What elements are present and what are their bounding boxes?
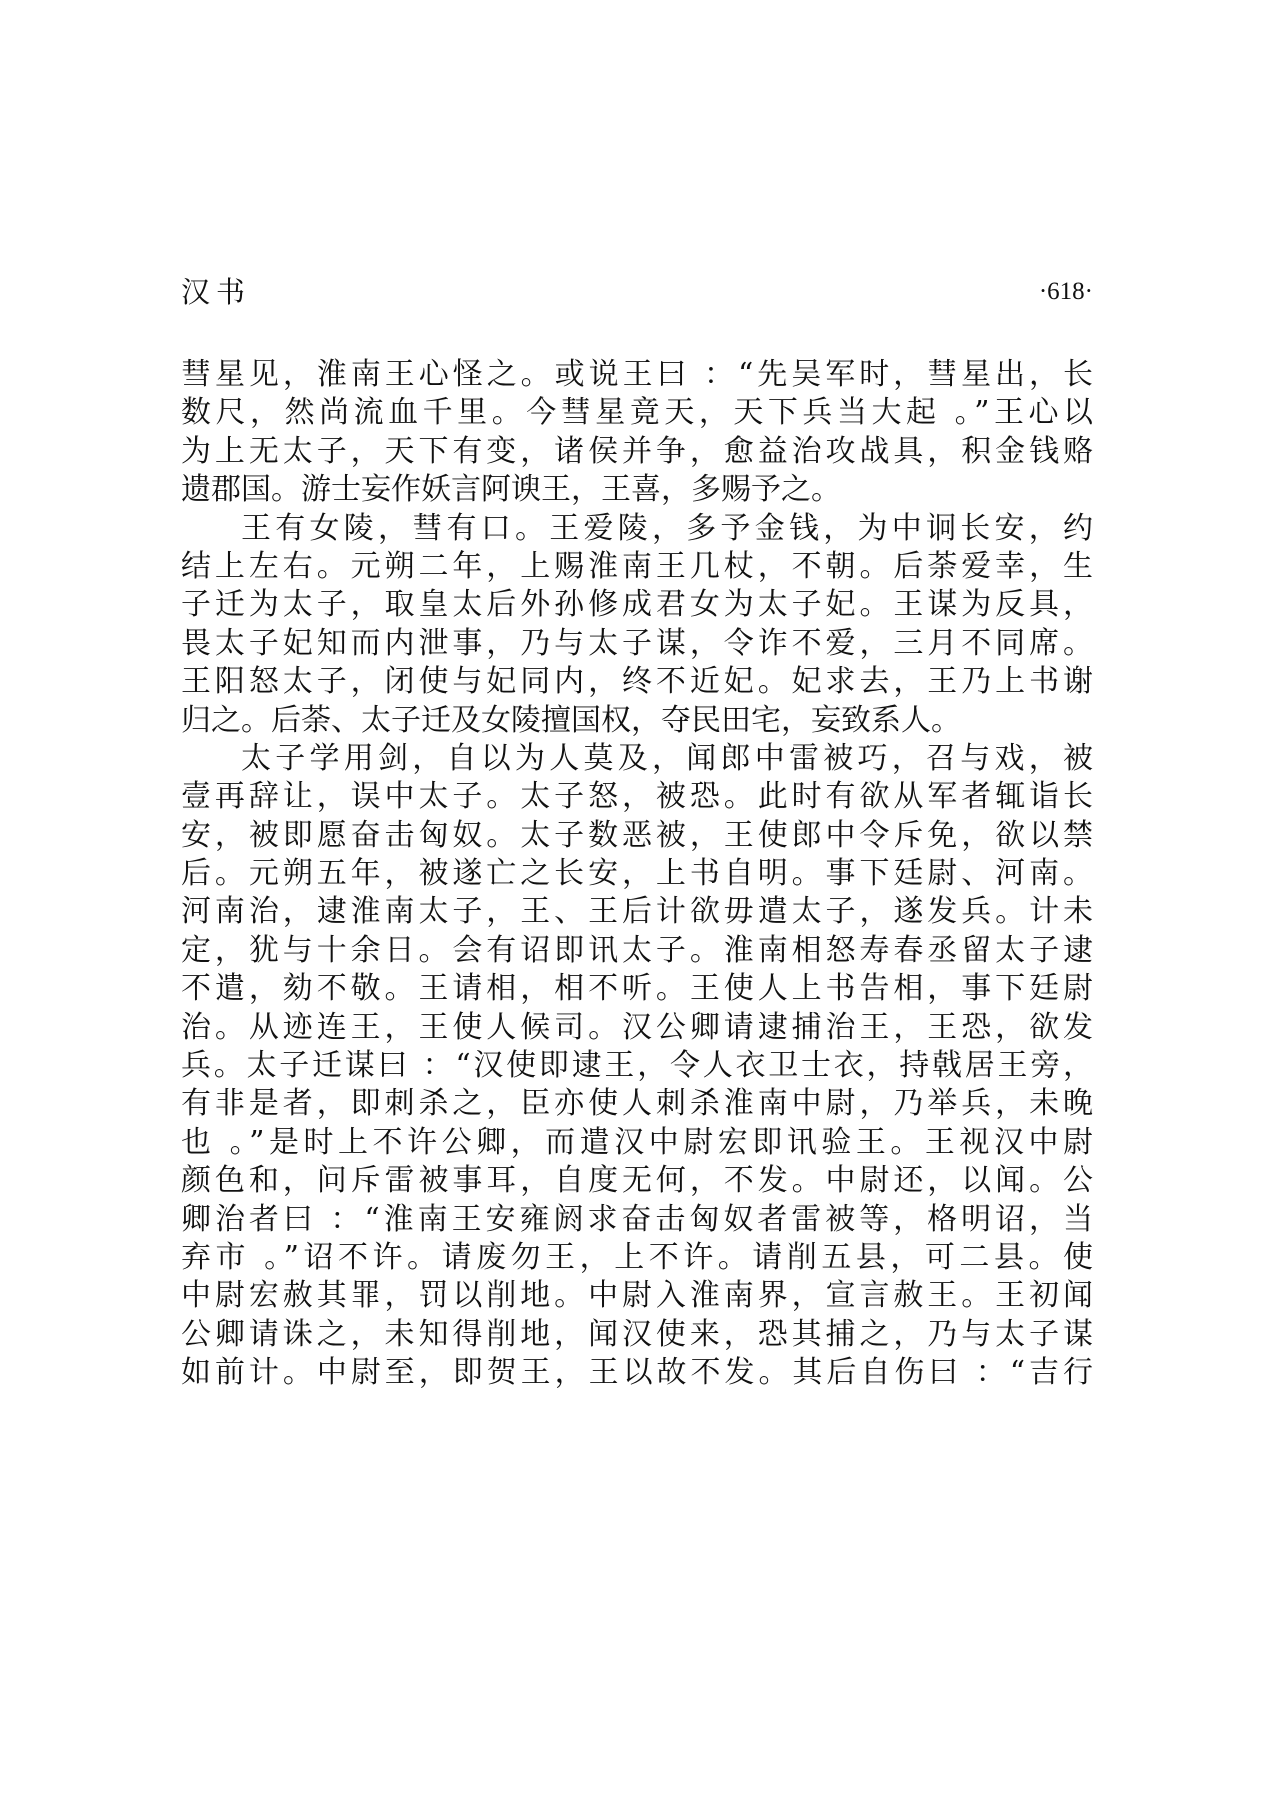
text-line: 卿治者曰 ：“淮南王安雍阏求奋击匈奴者雷被等，格明诏，当 [181,1201,1093,1237]
book-title: 汉书 [181,275,252,309]
text-line: 归之。后荼、太子迁及女陵擅国权，夺民田宅，妄致系人。 [181,702,961,738]
text-line: 公卿请诛之，未知得削地，闻汉使来，恐其捕之，乃与太子谋 [181,1316,1093,1352]
text-line: 子迁为太子，取皇太后外孙修成君女为太子妃。王谋为反具， [181,587,1093,623]
page-number: ·618· [1038,278,1093,305]
text-line: 河南治，逮淮南太子，王、王后计欲毋遣太子，遂发兵。计未 [181,894,1093,930]
text-line: 后。元朔五年，被遂亡之长安，上书自明。事下廷尉、河南。 [181,856,1093,892]
text-line: 遗郡国。游士妄作妖言阿谀王，王喜，多赐予之。 [181,472,841,508]
text-line: 兵。太子迁谋曰 ：“汉使即逮王，令人衣卫士衣，持戟居王旁， [181,1048,1093,1084]
text-line: 弃市 。”诏不许。请废勿王，上不许。请削五县，可二县。使 [181,1239,1093,1275]
text-line: 结上左右。元朔二年，上赐淮南王几杖，不朝。后荼爱幸，生 [181,548,1093,584]
text-line: 为上无太子，天下有变，诸侯并争，愈益治攻战具，积金钱赂 [181,433,1093,469]
text-line: 治。从迹连王，王使人候司。汉公卿请逮捕治王，王恐，欲发 [181,1009,1093,1045]
text-line: 也 。”是时上不许公卿，而遣汉中尉宏即讯验王。王视汉中尉 [181,1124,1093,1160]
text-line: 壹再辞让，误中太子。太子怒，被恐。此时有欲从军者辄诣长 [181,779,1093,815]
text-line: 数尺，然尚流血千里。今彗星竟天，天下兵当大起 。”王心以 [181,395,1093,431]
paragraph [181,740,1093,1393]
text-line: 王阳怒太子，闭使与妃同内，终不近妃。妃求去，王乃上书谢 [181,664,1093,700]
paragraph [181,356,1093,510]
text-line: 定，犹与十余日。会有诏即讯太子。淮南相怒寿春丞留太子逮 [181,932,1093,968]
text-line: 颜色和，问斥雷被事耳，自度无何，不发。中尉还，以闻。公 [181,1163,1093,1199]
page-header [181,272,1093,312]
text-line: 中尉宏赦其罪，罚以削地。中尉入淮南界，宣言赦王。王初闻 [181,1278,1093,1314]
body-text [181,356,1093,1393]
text-line: 有非是者，即刺杀之，臣亦使人刺杀淮南中尉，乃举兵，未晚 [181,1086,1093,1122]
text-line: 安，被即愿奋击匈奴。太子数恶被，王使郎中令斥免，欲以禁 [181,817,1093,853]
text-line: 太子学用剑，自以为人莫及，闻郎中雷被巧，召与戏，被 [241,740,1093,776]
text-line: 王有女陵，彗有口。王爱陵，多予金钱，为中诇长安，约 [241,510,1093,546]
text-line: 彗星见，淮南王心怪之。或说王曰 ：“先吴军时，彗星出，长 [181,357,1093,392]
text-line: 如前计。中尉至，即贺王，王以故不发。其后自伤曰 ：“吉行 [181,1355,1093,1391]
text-line: 不遣，劾不敬。王请相，相不听。王使人上书告相，事下廷尉 [181,971,1093,1007]
text-line: 畏太子妃知而内泄事，乃与太子谋，令诈不爱，三月不同席。 [181,625,1093,661]
paragraph [181,510,1093,740]
